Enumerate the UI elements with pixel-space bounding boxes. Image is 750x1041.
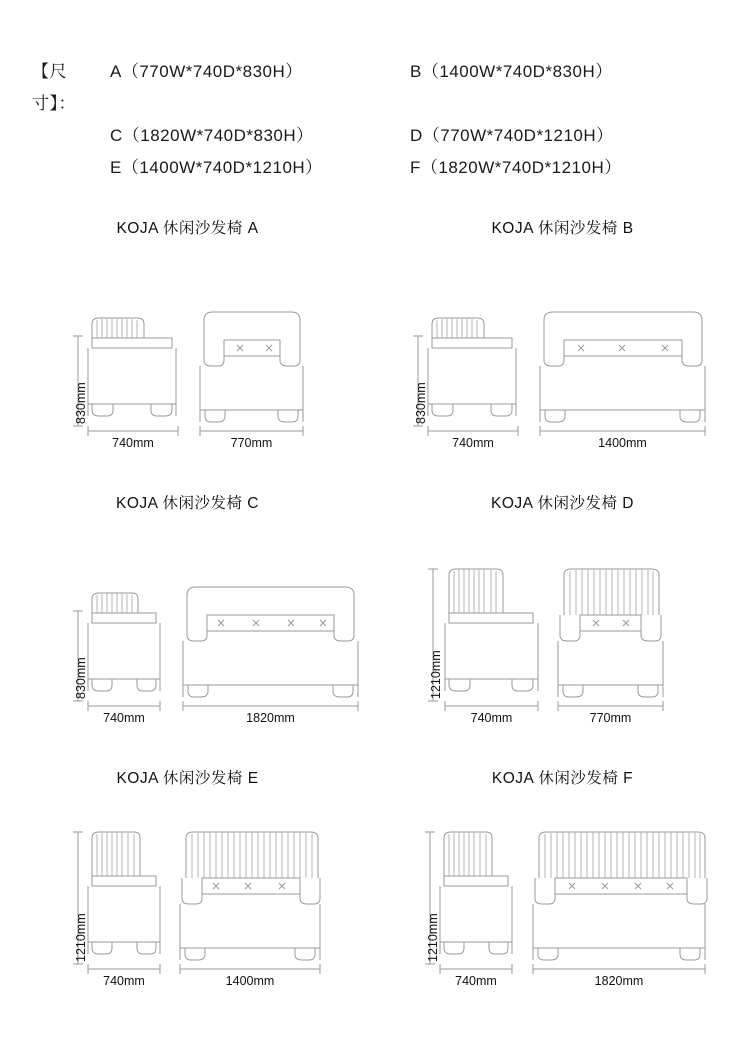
product-title-d: KOJA 休闲沙发椅 D — [491, 495, 634, 512]
depth-label-a: 740mm — [112, 436, 154, 450]
height-label-a: 830mm — [74, 382, 88, 424]
height-label-f: 1210mm — [426, 913, 440, 962]
product-title-b: KOJA 休闲沙发椅 B — [491, 220, 634, 237]
spec-indent — [32, 120, 110, 152]
drawing-b — [375, 244, 750, 454]
technical-drawing-c — [0, 519, 375, 729]
product-cell-a — [0, 196, 375, 471]
depth-label-e: 740mm — [103, 974, 145, 988]
height-label-d: 1210mm — [429, 650, 443, 699]
product-cell-c — [0, 471, 375, 746]
spec-value-a: A（770W*740D*830H） — [110, 62, 303, 81]
drawing-f — [375, 794, 750, 1004]
height-label-b: 830mm — [414, 382, 428, 424]
width-label-b: 1400mm — [598, 436, 647, 450]
technical-drawing-a — [0, 244, 375, 454]
spec-value-d: D（770W*740D*1210H） — [410, 126, 614, 145]
product-cell-b — [375, 196, 750, 471]
spec-value-b: B（1400W*740D*830H） — [410, 62, 613, 81]
spec-value-f: F（1820W*740D*1210H） — [410, 158, 622, 177]
width-label-e: 1400mm — [225, 974, 275, 988]
width-label-d: 770mm — [589, 711, 632, 725]
drawing-d — [375, 519, 750, 729]
spec-value-c: C（1820W*740D*830H） — [110, 126, 314, 145]
dimensions-spec-block — [32, 56, 710, 184]
height-label-c: 830mm — [74, 657, 88, 699]
technical-drawing-f — [375, 794, 750, 1004]
technical-drawing-e — [0, 794, 375, 1004]
depth-label-b: 740mm — [452, 436, 494, 450]
spec-label: 【尺寸】： — [32, 62, 76, 113]
product-title-c: KOJA 休闲沙发椅 C — [116, 495, 259, 512]
spec-row — [32, 152, 710, 184]
product-title-f: KOJA 休闲沙发椅 F — [491, 770, 634, 787]
drawing-row — [0, 196, 750, 471]
product-cell-f — [375, 746, 750, 1021]
depth-label-f: 740mm — [455, 974, 497, 988]
product-title-a: KOJA 休闲沙发椅 A — [116, 220, 259, 237]
product-cell-e — [0, 746, 375, 1021]
product-title-e: KOJA 休闲沙发椅 E — [116, 770, 259, 787]
product-cell-d — [375, 471, 750, 746]
width-label-c: 1820mm — [246, 711, 295, 725]
drawing-row — [0, 746, 750, 1021]
height-label-e: 1210mm — [74, 913, 88, 962]
drawing-a — [0, 244, 375, 454]
width-label-f: 1820mm — [594, 974, 644, 988]
spec-indent — [32, 152, 110, 184]
drawing-row — [0, 471, 750, 746]
spec-row — [32, 56, 710, 120]
width-label-a: 770mm — [230, 436, 273, 450]
technical-drawing-b — [375, 244, 750, 454]
depth-label-d: 740mm — [470, 711, 513, 725]
product-drawing-grid — [0, 196, 750, 1021]
spec-value-e: E（1400W*740D*1210H） — [110, 158, 323, 177]
spec-row — [32, 120, 710, 152]
drawing-e — [0, 794, 375, 1004]
drawing-c — [0, 519, 375, 729]
depth-label-c: 740mm — [103, 711, 145, 725]
